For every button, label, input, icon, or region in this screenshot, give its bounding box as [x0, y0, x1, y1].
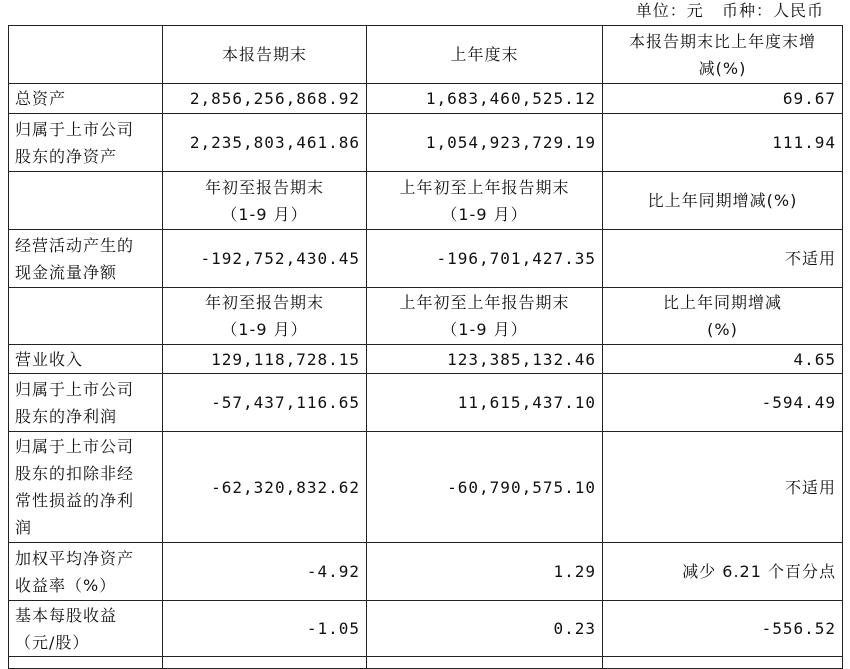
value-current: -4.92 [163, 543, 367, 601]
table-row [9, 543, 843, 601]
header-ytd-prior-line2: （1-9 月） [441, 320, 528, 339]
value-prior: 0.23 [367, 601, 603, 657]
row-label-line1: 基本每股收益 [15, 605, 118, 625]
header-yoy-change: 比上年同期增减(%) [603, 172, 843, 230]
value-current: -62,320,832.62 [163, 432, 367, 543]
header-ytd-current-line1: 年初至报告期末 [204, 177, 324, 197]
value-change: 不适用 [603, 432, 843, 543]
header-ytd-prior-line1: 上年初至上年报告期末 [399, 293, 570, 312]
value-current: 129,118,728.15 [163, 345, 367, 374]
table-row-cutoff [9, 657, 843, 669]
header-ytd-prior-line2: （1-9 月） [441, 204, 528, 224]
row-label-line1: 归属于上市公司 [15, 379, 135, 399]
row-label-line1: 经营活动产生的 [15, 235, 135, 255]
row-label [9, 114, 163, 172]
value-prior: 1.29 [367, 543, 603, 601]
row-label-line3: 常性损益的净利 [15, 491, 135, 510]
header-blank-cell [9, 26, 163, 84]
table-row [9, 84, 843, 114]
cutoff-cell [367, 657, 603, 669]
header-ytd-current-line2: （1-9 月） [221, 320, 308, 339]
header-yoy-change [603, 288, 843, 345]
row-label [9, 345, 163, 374]
value-prior: 1,054,923,729.19 [367, 114, 603, 172]
header-change-percent [603, 26, 843, 84]
unit-currency-note: 单位：元 币种：人民币 [635, 1, 824, 20]
table-row [9, 114, 843, 172]
value-prior: -196,701,427.35 [367, 230, 603, 288]
header-row-ytd-2 [9, 288, 843, 345]
row-label-line1: 总资产 [15, 89, 67, 108]
row-label [9, 543, 163, 601]
value-change: -594.49 [603, 374, 843, 432]
header-current-period-end: 本报告期末 [163, 26, 367, 84]
row-label [9, 84, 163, 114]
table-row [9, 601, 843, 657]
header-ytd-prior [367, 172, 603, 230]
value-prior: 11,615,437.10 [367, 374, 603, 432]
value-change: 4.65 [603, 345, 843, 374]
header-ytd-prior [367, 288, 603, 345]
row-label-line1: 归属于上市公司 [15, 437, 135, 456]
header-ytd-current [163, 288, 367, 345]
header-yoy-line2: (%) [707, 320, 738, 339]
value-change: 不适用 [603, 230, 843, 288]
value-change: -556.52 [603, 601, 843, 657]
value-prior: 123,385,132.46 [367, 345, 603, 374]
row-label-line1: 归属于上市公司 [15, 119, 135, 139]
row-label [9, 374, 163, 432]
header-ytd-current-line2: （1-9 月） [221, 204, 308, 224]
value-change: 111.94 [603, 114, 843, 172]
header-blank-cell [9, 172, 163, 230]
row-label-line2: （元/股） [15, 632, 90, 652]
table-row [9, 230, 843, 288]
header-ytd-current-line1: 年初至报告期末 [204, 293, 324, 312]
table-row [9, 345, 843, 374]
value-current: 2,856,256,868.92 [163, 84, 367, 114]
header-row-ytd [9, 172, 843, 230]
cutoff-cell [163, 657, 367, 669]
row-label [9, 432, 163, 543]
value-current: 2,235,803,461.86 [163, 114, 367, 172]
value-current: -1.05 [163, 601, 367, 657]
cutoff-cell [603, 657, 843, 669]
header-yoy-line1: 比上年同期增减 [662, 293, 782, 312]
header-row-period-end [9, 26, 843, 84]
row-label-line2: 股东的扣除非经 [15, 464, 135, 483]
header-ytd-current [163, 172, 367, 230]
row-label [9, 230, 163, 288]
table-row [9, 432, 843, 543]
value-prior: -60,790,575.10 [367, 432, 603, 543]
row-label-line2: 股东的净利润 [15, 406, 118, 426]
row-label-line2: 现金流量净额 [15, 262, 118, 282]
value-change: 减少 6.21 个百分点 [603, 543, 843, 601]
value-prior: 1,683,460,525.12 [367, 84, 603, 114]
row-label-line2: 股东的净资产 [15, 146, 118, 166]
header-change-line2: 减(%) [698, 58, 747, 78]
header-prior-year-end: 上年度末 [367, 26, 603, 84]
row-label [9, 601, 163, 657]
row-label-line1: 营业收入 [15, 349, 84, 369]
cutoff-cell [9, 657, 163, 669]
row-label-line1: 加权平均净资产 [15, 548, 135, 568]
header-ytd-prior-line1: 上年初至上年报告期末 [399, 177, 570, 197]
header-change-line1: 本报告期末比上年度末增 [628, 31, 816, 51]
row-label-line4: 润 [15, 518, 33, 537]
value-change: 69.67 [603, 84, 843, 114]
financial-data-table [8, 25, 843, 669]
table-row [9, 374, 843, 432]
value-current: -192,752,430.45 [163, 230, 367, 288]
row-label-line2: 收益率（%） [15, 575, 117, 595]
value-current: -57,437,116.65 [163, 374, 367, 432]
header-blank-cell [9, 288, 163, 345]
